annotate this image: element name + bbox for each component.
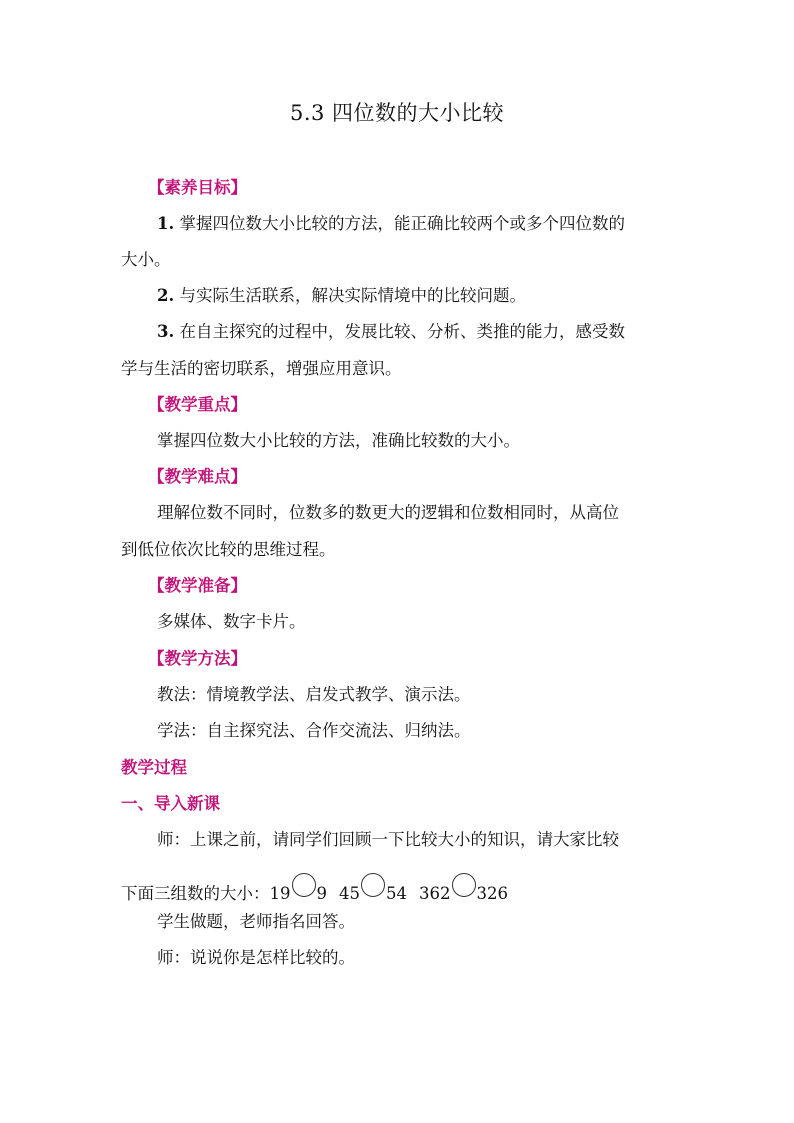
goal-item-1 <box>157 213 717 235</box>
student-answer-text: 学生做题，老师指名回答。 <box>157 912 355 931</box>
methods-heading: 【教学方法】 <box>148 649 247 668</box>
section-intro-heading: 一、导入新课 <box>121 794 220 813</box>
difficulties-text-continued: 到低位依次比较的思维过程。 <box>121 540 336 559</box>
comparison-row <box>121 873 508 905</box>
comparison-blank-circle[interactable] <box>292 873 316 897</box>
process-heading: 教学过程 <box>121 758 187 777</box>
goal-item-1-text: 掌握四位数大小比较的方法，能正确比较两个或多个四位数的 <box>174 214 625 233</box>
preparation-heading: 【教学准备】 <box>148 576 247 595</box>
key-points-text: 掌握四位数大小比较的方法，准确比较数的大小。 <box>157 431 520 450</box>
comparison-blank-circle[interactable] <box>361 873 385 897</box>
comparison-left-number: 19 <box>269 884 291 903</box>
goal-item-3 <box>157 321 717 343</box>
comparison-prefix: 下面三组数的大小： <box>121 884 270 903</box>
difficulties-text: 理解位数不同时，位数多的数更大的逻辑和位数相同时，从高位 <box>157 503 619 522</box>
page-title: 5.3 四位数的大小比较 <box>289 101 505 125</box>
goal-item-1-continued: 大小。 <box>121 250 171 269</box>
goal-item-3-text: 在自主探究的过程中，发展比较、分析、类推的能力，感受数 <box>174 322 625 341</box>
comparison-left-number: 362 <box>419 884 451 903</box>
difficulties-heading: 【教学难点】 <box>148 467 247 486</box>
comparison-left-number: 45 <box>339 884 360 903</box>
comparison-group-1 <box>270 873 328 905</box>
comparison-group-2 <box>339 873 407 905</box>
teacher-question-text: 师：说说你是怎样比较的。 <box>157 948 355 967</box>
comparison-blank-circle[interactable] <box>452 873 476 897</box>
comparison-right-number: 326 <box>476 884 508 903</box>
comparison-group-3 <box>419 873 508 905</box>
goals-heading: 【素养目标】 <box>148 178 247 197</box>
intro-paragraph: 师：上课之前，请同学们回顾一下比较大小的知识，请大家比较 <box>157 830 619 849</box>
comparison-right-number: 54 <box>386 884 407 903</box>
goal-item-2-text: 与实际生活联系，解决实际情境中的比较问题。 <box>174 286 526 305</box>
methods-teach: 教法：情境教学法、启发式教学、演示法。 <box>157 685 471 704</box>
methods-learn: 学法：自主探究法、合作交流法、归纳法。 <box>157 721 471 740</box>
goal-item-3-continued: 学与生活的密切联系，增强应用意识。 <box>121 359 402 378</box>
comparison-right-number: 9 <box>316 884 327 903</box>
goal-item-3-number: 3. <box>157 322 175 341</box>
preparation-text: 多媒体、数字卡片。 <box>157 612 306 631</box>
goal-item-2 <box>157 285 717 307</box>
goal-item-2-number: 2. <box>157 286 175 305</box>
key-points-heading: 【教学重点】 <box>148 395 247 414</box>
goal-item-1-number: 1. <box>157 214 175 233</box>
